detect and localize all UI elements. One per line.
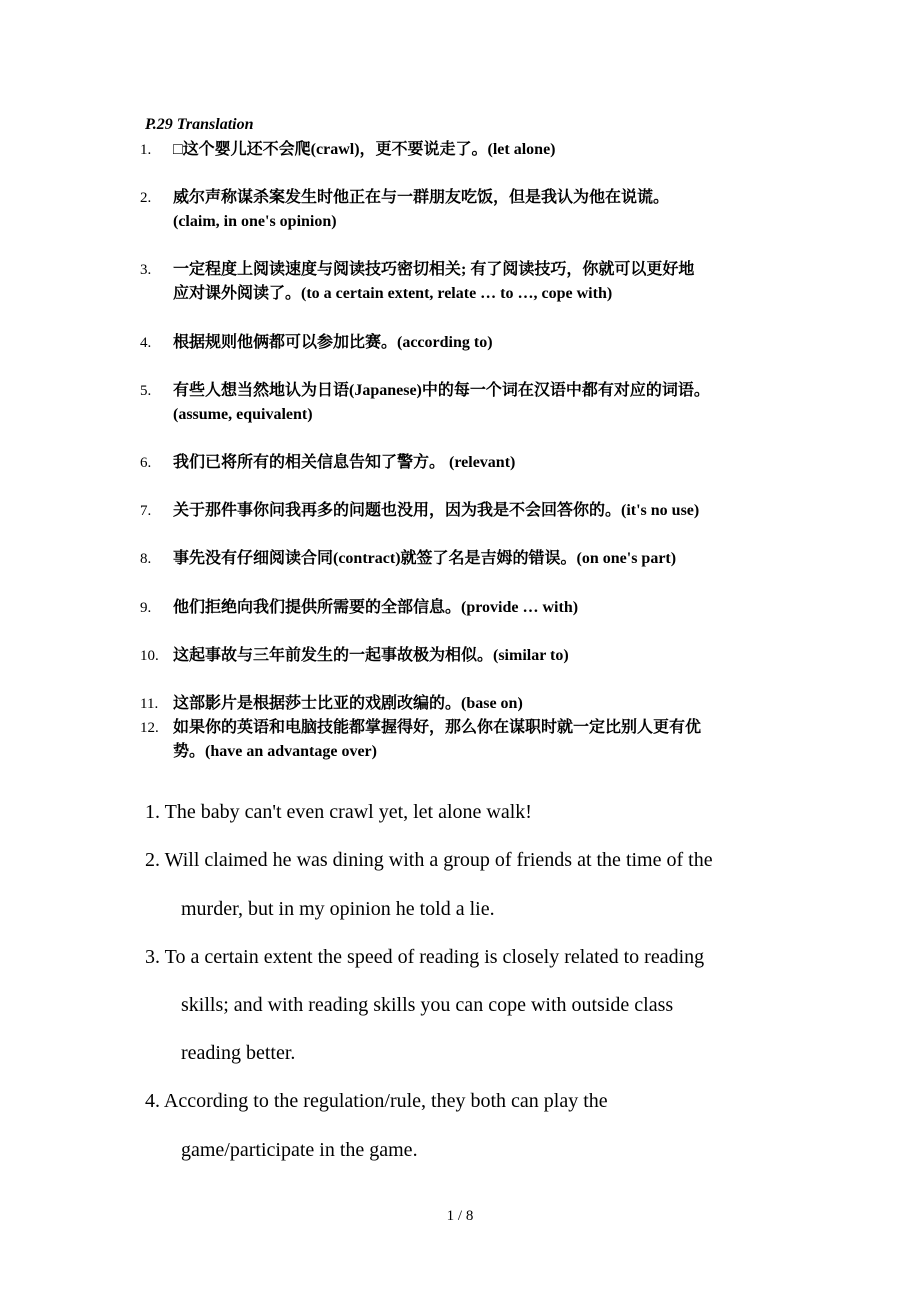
question-number: 7. <box>140 503 152 519</box>
question-number: 11. <box>140 696 159 712</box>
question-line: 一定程度上阅读速度与阅读技巧密切相关; 有了阅读技巧，你就可以更好地 <box>173 261 695 278</box>
question-number: 3. <box>140 262 152 278</box>
question-text <box>173 716 813 764</box>
question-line: 应对课外阅读了。(to a certain extent, relate … to …, cope with) <box>173 285 613 302</box>
question-line: 如果你的英语和电脑技能都掌握得好，那么你在谋职时就一定比别人更有优 <box>173 719 702 736</box>
answer-line: 4. According to the regulation/rule, they both can play the <box>145 1090 608 1112</box>
question-line: 事先没有仔细阅读合同(contract)就签了名是吉姆的错误。(on one's part) <box>173 550 677 567</box>
question-number: 2. <box>140 190 152 206</box>
question-text <box>173 644 813 668</box>
question-line: 他们拒绝向我们提供所需要的全部信息。(provide … with) <box>173 599 579 616</box>
question-text <box>173 331 813 355</box>
answer-line: murder, but in my opinion he told a lie. <box>181 898 495 920</box>
page-title: P.29 Translation <box>145 116 254 133</box>
question-number: 8. <box>140 551 152 567</box>
question-text <box>173 258 813 306</box>
question-line: 这部影片是根据莎士比亚的戏剧改编的。(base on) <box>173 695 523 712</box>
question-line: (assume, equivalent) <box>173 406 313 423</box>
answer-line: game/participate in the game. <box>181 1139 418 1161</box>
question-line: 我们已将所有的相关信息告知了警方。 (relevant) <box>173 454 516 471</box>
answer-line: skills; and with reading skills you can cope with outside class <box>181 994 674 1016</box>
question-text <box>173 138 813 162</box>
question-text <box>173 547 813 571</box>
question-line: 有些人想当然地认为日语(Japanese)中的每一个词在汉语中都有对应的词语。 <box>173 382 710 399</box>
question-line: 威尔声称谋杀案发生时他正在与一群朋友吃饭，但是我认为他在说谎。 <box>173 189 670 206</box>
question-number: 1. <box>140 142 152 158</box>
question-number: 6. <box>140 455 152 471</box>
question-text <box>173 596 813 620</box>
question-number: 10. <box>140 648 159 664</box>
question-text <box>173 379 813 427</box>
question-text <box>173 499 813 523</box>
answer-line: reading better. <box>181 1042 296 1064</box>
question-line: (claim, in one's opinion) <box>173 213 337 230</box>
answer-line: 2. Will claimed he was dining with a group of friends at the time of the <box>145 849 713 871</box>
question-text <box>173 692 813 716</box>
answer-line: 1. The baby can't even crawl yet, let alone walk! <box>145 801 532 823</box>
question-line: 根据规则他俩都可以参加比赛。(according to) <box>173 334 493 351</box>
question-number: 5. <box>140 383 152 399</box>
question-line: 关于那件事你问我再多的问题也没用，因为我是不会回答你的。(it's no use) <box>173 502 700 519</box>
question-line: 势。(have an advantage over) <box>173 743 377 760</box>
question-text <box>173 451 813 475</box>
question-line: □这个婴儿还不会爬(crawl)，更不要说走了。(let alone) <box>173 141 556 158</box>
question-number: 12. <box>140 720 159 736</box>
page-number: 1 / 8 <box>446 1208 474 1224</box>
answer-line: 3. To a certain extent the speed of reading is closely related to reading <box>145 946 705 968</box>
question-line: 这起事故与三年前发生的一起事故极为相似。(similar to) <box>173 647 569 664</box>
question-text <box>173 186 813 234</box>
question-number: 4. <box>140 335 152 351</box>
question-number: 9. <box>140 600 152 616</box>
